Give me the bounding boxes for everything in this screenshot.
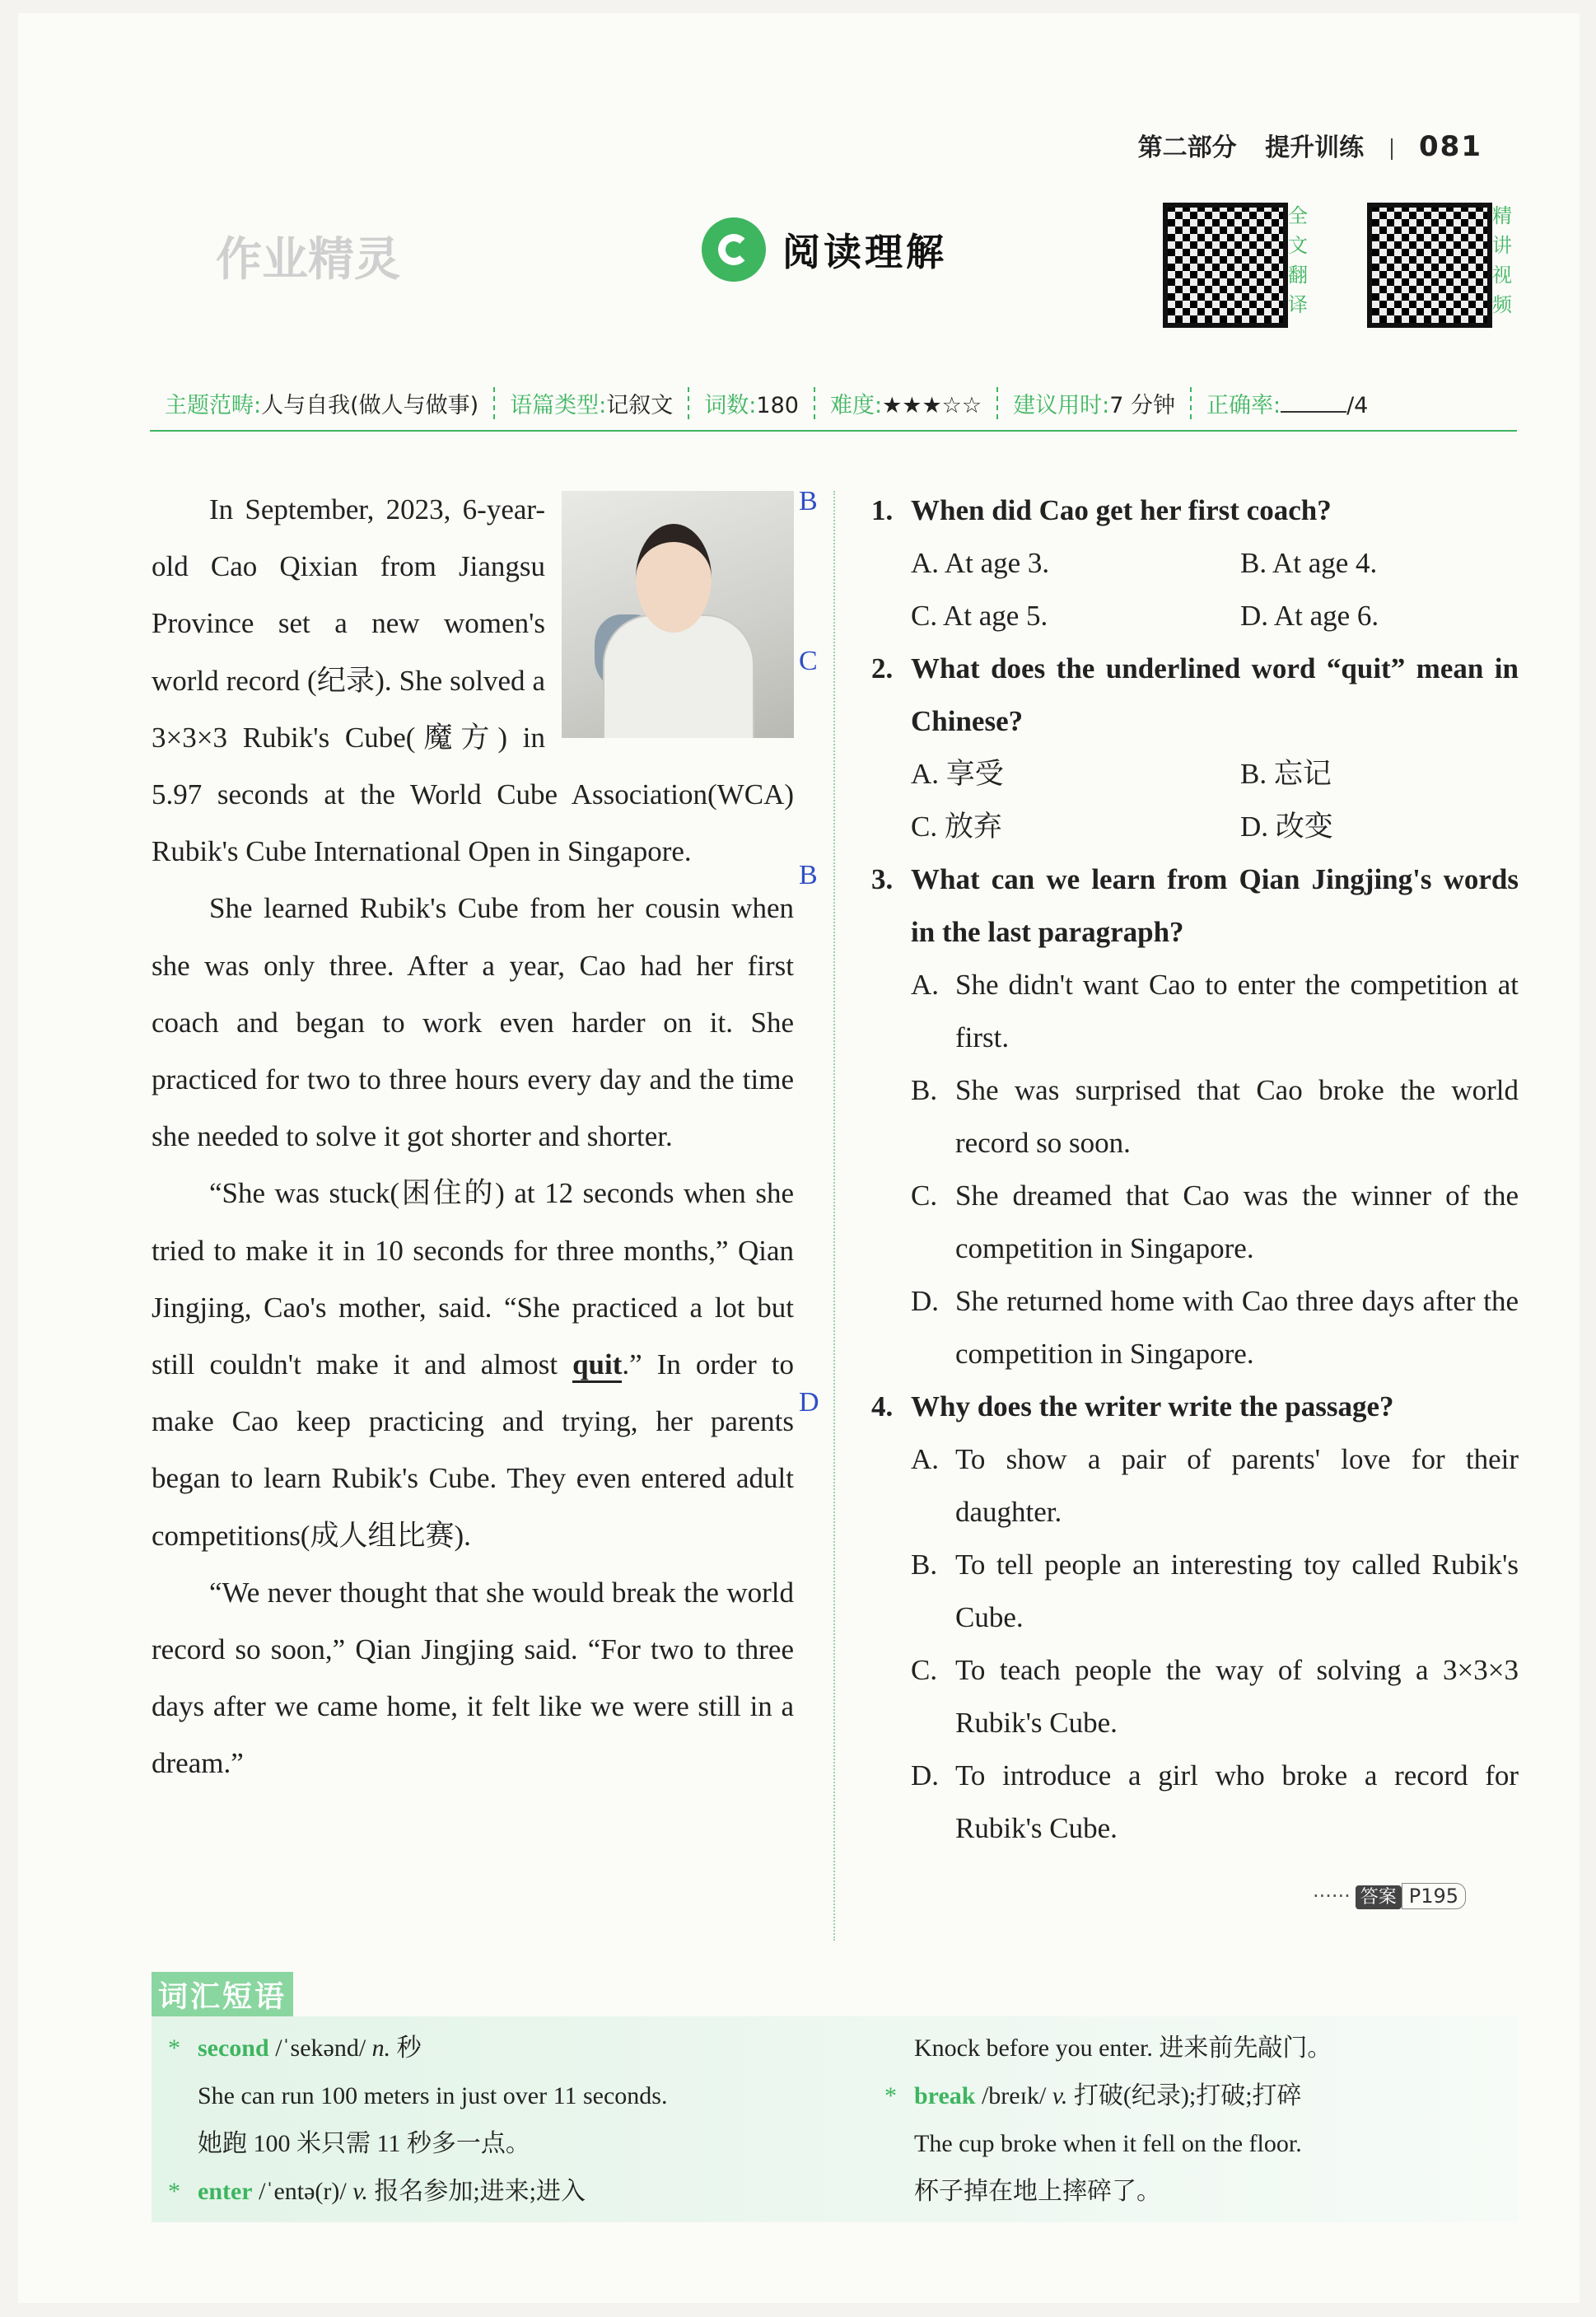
header-separator [1391, 138, 1393, 160]
option-2a[interactable]: A. 享受 [911, 758, 1004, 790]
watermark-logo: 作业精灵 [216, 233, 400, 287]
option-3d[interactable]: D. She returned home with Cao three days after the competition in Singapore. [911, 1285, 1519, 1370]
vocab-example-zh: 她跑 100 米只需 11 秒多一点。 [198, 2130, 530, 2157]
difficulty-cell: 难度:★★★☆☆ [815, 387, 998, 419]
star-icon: * [884, 2082, 897, 2109]
column-divider [833, 491, 835, 1941]
question-4: 4. Why does the writer write the passage? [871, 1390, 1394, 1422]
info-bar [150, 376, 1517, 432]
option-2c[interactable]: C. 放弃 [911, 810, 1002, 843]
genre-cell: 语篇类型:记叙文 [495, 387, 689, 419]
vocab-title: 词汇短语 [152, 1972, 293, 2017]
question-1: 1. When did Cao get her first coach? [871, 494, 1332, 526]
qr-code-video[interactable] [1367, 203, 1492, 328]
running-header [1138, 127, 1482, 163]
photo-girl-with-medals [562, 491, 794, 738]
section-title [702, 217, 947, 282]
vocab-example-en: She can run 100 meters in just over 11 seconds. [198, 2082, 668, 2109]
theme-cell: 主题范畴:人与自我(做人与做事) [150, 387, 495, 419]
answer-mark-4: D [799, 1387, 819, 1418]
section-label: 提升训练 [1265, 133, 1365, 162]
option-4b[interactable]: B. To tell people an interesting toy called Rubik's Cube. [911, 1549, 1519, 1633]
page [18, 13, 1580, 2303]
option-1a[interactable]: A. At age 3. [911, 547, 1050, 579]
answer-mark-1: B [799, 486, 818, 516]
option-4d[interactable]: D. To introduce a girl who broke a record for Rubik's Cube. [911, 1759, 1519, 1844]
passage-paragraph-2: She learned Rubik's Cube from her cousin when she was only three. After a year, Cao had her first coach and began to work even harder on it. She practiced for two to three hours every day and the time she needed to solve it got shorter and shorter. [152, 892, 794, 1153]
answer-badge: 答案 [1356, 1885, 1402, 1909]
vocab-column-left [168, 2025, 667, 2216]
answer-mark-2: C [799, 646, 818, 676]
option-2d[interactable]: D. 改变 [1240, 810, 1333, 843]
section-title-text: 阅读理解 [782, 230, 947, 274]
vocab-entry-break: * break /breɪk/ v. 打破(纪录);打破;打碎 [884, 2072, 1332, 2120]
option-1c[interactable]: C. At age 5. [911, 600, 1048, 632]
underlined-word-quit: quit [572, 1348, 622, 1383]
answer-mark-3: B [799, 860, 818, 890]
option-1d[interactable]: D. At age 6. [1240, 600, 1379, 632]
questions [871, 484, 1519, 1855]
part-label: 第二部分 [1137, 133, 1237, 162]
words-cell: 词数:180 [689, 387, 815, 419]
accuracy-blank[interactable] [1281, 411, 1346, 413]
vocab-entry-enter: * enter /ˈentə(r)/ v. 报名参加;进来;进入 [168, 2168, 667, 2216]
star-icon: * [168, 2034, 180, 2062]
answer-page: P195 [1402, 1883, 1466, 1909]
answer-reference[interactable]: ······ 答案 P195 [1313, 1883, 1466, 1908]
question-2-options [871, 748, 1519, 853]
passage-paragraph-3: “She was stuck(困住的) at 12 seconds when she tried to make it in 10 seconds for three months,” Qian Jingjing, Cao's mother, said. “She practiced a lot but still couldn't make it and almost quit.” In order to make Cao keep practicing and trying, her parents began to learn Rubik's Cube. They even entered adult competitions(成人组比赛). [152, 1177, 794, 1552]
qr-label-translation: 全文翻译 [1288, 204, 1308, 316]
option-3b[interactable]: B. She was surprised that Cao broke the world record so soon. [911, 1074, 1519, 1159]
question-2: 2. What does the underlined word “quit” mean in Chinese? [871, 652, 1519, 737]
option-1b[interactable]: B. At age 4. [1240, 547, 1378, 579]
reading-passage [152, 481, 794, 1792]
vocab-box [152, 2016, 1519, 2222]
reading-icon [702, 217, 766, 282]
qr-label-video: 精讲视频 [1492, 204, 1512, 316]
option-3a[interactable]: A. She didn't want Cao to enter the competition at first. [911, 969, 1519, 1053]
vocab-entry-second: * second /ˈsekənd/ n. 秒 [168, 2025, 667, 2072]
accuracy-cell: 正确率: /4 [1206, 392, 1369, 418]
vocab-example-break-en: The cup broke when it fell on the floor. [914, 2130, 1302, 2157]
page-number: 081 [1419, 130, 1482, 163]
vocab-example-enter: Knock before you enter. 进来前先敲门。 [914, 2034, 1332, 2062]
vocab-example-break-zh: 杯子掉在地上摔碎了。 [914, 2178, 1161, 2205]
option-4a[interactable]: A. To show a pair of parents' love for their daughter. [911, 1443, 1519, 1528]
question-1-options [871, 537, 1519, 642]
passage-paragraph-1: In September, 2023, 6-year-old Cao Qixian from Jiangsu Province set a new women's world record (纪录). She solved a 3×3×3 Rubik's Cube(魔方) in 5.97 seconds at the World Cube Association(WCA) Rubik's Cube International Open in Singapore. [152, 493, 794, 868]
option-3c[interactable]: C. She dreamed that Cao was the winner of the competition in Singapore. [911, 1180, 1519, 1264]
passage-paragraph-4: “We never thought that she would break the world record so soon,” Qian Jingjing said. “For two to three days after we came home, it felt like we were still in a dream.” [152, 1576, 794, 1780]
option-4c[interactable]: C. To teach people the way of solving a 3×3×3 Rubik's Cube. [911, 1654, 1519, 1739]
time-cell: 建议用时:7 分钟 [998, 387, 1192, 419]
star-icon: * [168, 2178, 180, 2205]
question-3: 3. What can we learn from Qian Jingjing's words in the last paragraph? [871, 863, 1519, 948]
qr-code-translation[interactable] [1163, 203, 1288, 328]
vocab-column-right [884, 2025, 1332, 2216]
option-2b[interactable]: B. 忘记 [1240, 758, 1332, 790]
